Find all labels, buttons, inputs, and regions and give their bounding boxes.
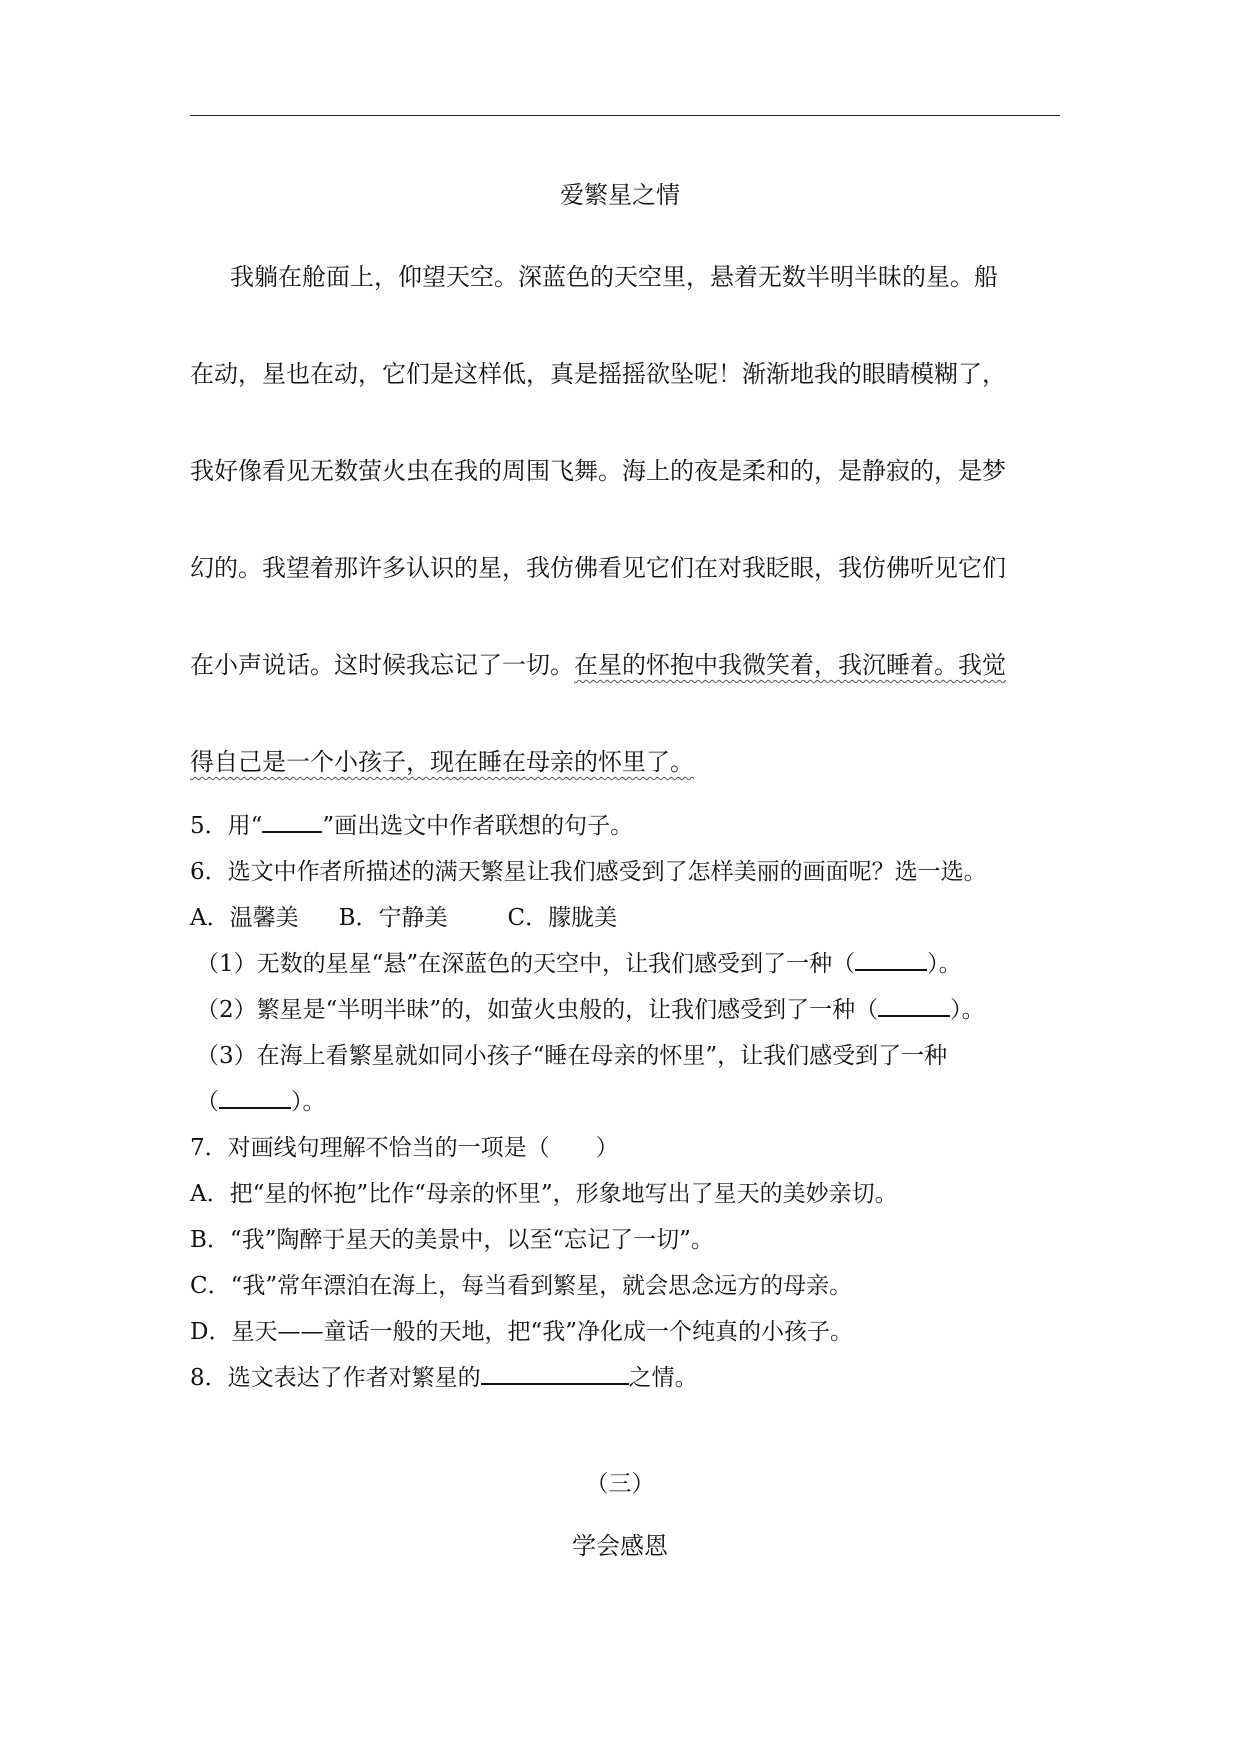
wavy-underlined-sentence: 得自己是一个小孩子，现在睡在母亲的怀里了。	[190, 748, 694, 776]
question-7-option-c: C．“我”常年漂泊在海上，每当看到繁星，就会思念远方的母亲。	[190, 1273, 853, 1299]
question-text: （1）无数的星星“悬”在深蓝色的天空中，让我们感受到了一种（	[196, 951, 856, 977]
question-6-sub-3-answer	[196, 1087, 326, 1117]
answer-blank	[855, 949, 927, 971]
passage-line: 我好像看见无数萤火虫在我的周围飞舞。海上的夜是柔和的，是静寂的，是梦	[190, 457, 1006, 485]
question-7-stem: 7．对画线句理解不恰当的一项是（ ）	[190, 1135, 619, 1161]
question-text: （2）繁星是“半明半昧”的，如萤火虫般的，让我们感受到了一种（	[196, 997, 879, 1023]
passage-line	[190, 650, 1006, 680]
answer-blank	[219, 1087, 291, 1109]
question-text: 5．用“	[190, 813, 263, 839]
question-text: ）。	[927, 951, 962, 977]
question-7-option-d: D．星天——童话一般的天地，把“我”净化成一个纯真的小孩子。	[190, 1319, 853, 1345]
question-7-option-a: A．把“星的怀抱”比作“母亲的怀里”，形象地写出了星天的美妙亲切。	[190, 1181, 898, 1207]
question-6-options	[190, 903, 617, 933]
question-6-stem: 6．选文中作者所描述的满天繁星让我们感受到了怎样美丽的画面呢？选一选。	[190, 859, 987, 885]
question-text: ”画出选文中作者联想的句子。	[322, 813, 634, 839]
question-6-sub-2	[196, 995, 985, 1025]
question-6-sub-3: （3）在海上看繁星就如同小孩子“睡在母亲的怀里”，让我们感受到了一种	[196, 1043, 948, 1069]
answer-blank	[262, 811, 322, 833]
header-rule	[190, 115, 1060, 116]
question-6-sub-1	[196, 949, 962, 979]
option-c: C．朦胧美	[507, 905, 618, 931]
passage-title: 爱繁星之情	[560, 181, 680, 209]
section-title: 学会感恩	[572, 1532, 668, 1560]
question-text: ）。	[291, 1089, 326, 1115]
question-7-option-b: B．“我”陶醉于星天的美景中，以至“忘记了一切”。	[190, 1227, 714, 1253]
passage-text: 在小声说话。这时候我忘记了一切。	[190, 651, 574, 679]
question-text: 8．选文表达了作者对繁星的	[190, 1365, 481, 1391]
answer-blank	[878, 995, 950, 1017]
passage-line	[190, 747, 694, 777]
option-a: A．温馨美	[190, 905, 299, 931]
option-b: B．宁静美	[338, 905, 448, 931]
question-5	[190, 811, 633, 841]
wavy-underlined-sentence: 在星的怀抱中我微笑着，我沉睡着。我觉	[574, 651, 1006, 679]
passage-line: 幻的。我望着那许多认识的星，我仿佛看见它们在对我眨眼，我仿佛听见它们	[190, 554, 1006, 582]
question-text: （	[196, 1089, 219, 1115]
question-text: 之情。	[628, 1365, 698, 1391]
question-text: ）。	[950, 997, 985, 1023]
section-number: （三）	[585, 1471, 655, 1497]
answer-blank	[481, 1363, 629, 1385]
passage-line: 在动，星也在动，它们是这样低，真是摇摇欲坠呢！渐渐地我的眼睛模糊了，	[190, 360, 1006, 388]
question-8	[190, 1363, 698, 1393]
passage-line: 我躺在舱面上，仰望天空。深蓝色的天空里，悬着无数半明半昧的星。船	[230, 263, 998, 291]
